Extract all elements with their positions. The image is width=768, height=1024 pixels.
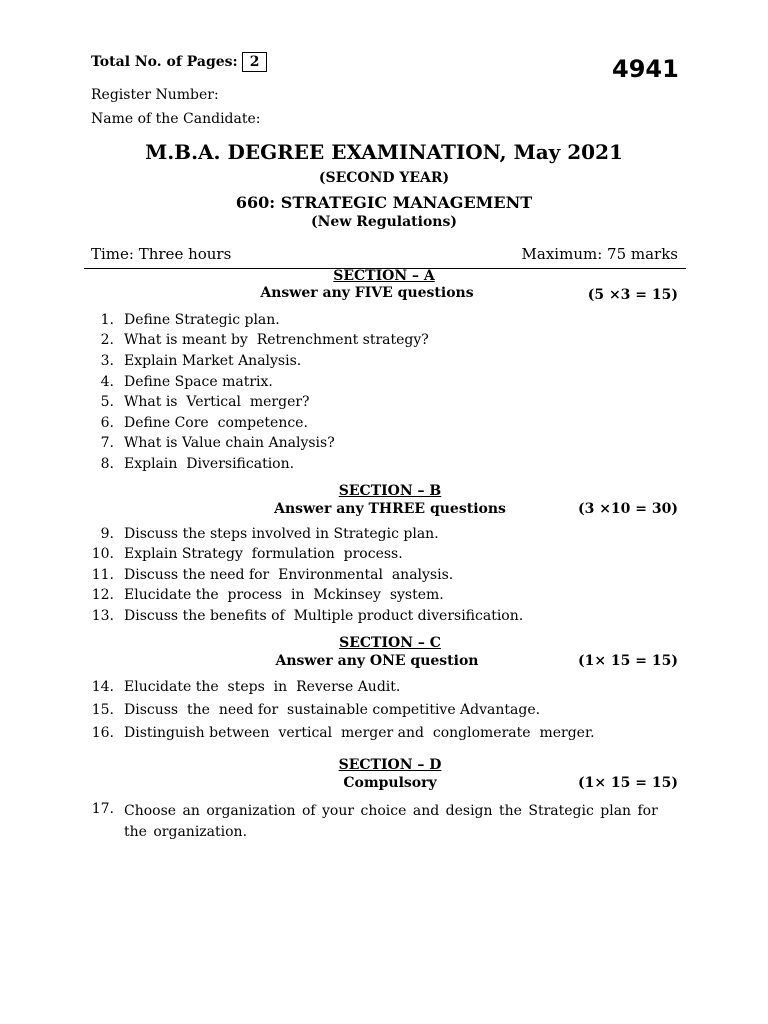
question-number: 7. <box>100 435 114 451</box>
section-instruction: Answer any ONE question <box>275 653 479 669</box>
exam-max-marks: Maximum: 75 marks <box>521 245 678 263</box>
question-text: Explain Diversification. <box>124 456 295 472</box>
question-text: Discuss the need for Environmental analysis. <box>124 567 454 583</box>
section-instruction: Answer any FIVE questions <box>260 285 474 301</box>
section-instruction: Compulsory <box>343 775 437 791</box>
question-number: 9. <box>100 526 114 542</box>
section-instruction: Answer any THREE questions <box>274 501 506 517</box>
question-text: Choose an organization of your choice and design the Strategic plan for the organization. <box>124 803 658 840</box>
question-number: 2. <box>100 332 114 348</box>
question-number: 11. <box>91 567 114 583</box>
exam-title: M.B.A. DEGREE EXAMINATION, May 2021 <box>145 140 623 164</box>
exam-year: (SECOND YEAR) <box>318 170 450 186</box>
question-text: What is Vertical merger? <box>124 394 310 410</box>
question-number: 13. <box>91 608 114 624</box>
question-number: 16. <box>91 725 114 741</box>
candidate-name-label: Name of the Candidate: <box>91 111 261 127</box>
question-text: Discuss the steps involved in Strategic plan. <box>124 526 439 542</box>
question-text: Distinguish between vertical merger and conglomerate merger. <box>124 725 595 741</box>
question-text: Explain Strategy formulation process. <box>124 546 403 562</box>
exam-time: Time: Three hours <box>91 245 232 263</box>
total-pages-text: Total No. of Pages: <box>91 54 238 70</box>
question-text: Define Core competence. <box>124 415 308 431</box>
question-number: 8. <box>100 456 114 472</box>
question-number: 5. <box>100 394 114 410</box>
question-text: Elucidate the steps in Reverse Audit. <box>124 679 401 695</box>
question-text: Define Space matrix. <box>124 374 273 390</box>
question-number: 10. <box>91 546 114 562</box>
total-pages-box: 2 <box>242 52 268 72</box>
question-text: What is meant by Retrenchment strategy? <box>124 332 429 348</box>
question-number: 14. <box>91 679 114 695</box>
section-marks: (1× 15 = 15) <box>577 653 678 669</box>
exam-subject: 660: STRATEGIC MANAGEMENT <box>235 193 533 212</box>
question-number: 3. <box>100 353 114 369</box>
section-marks: (3 ×10 = 30) <box>577 501 678 517</box>
register-number-label: Register Number: <box>91 87 219 103</box>
question-number: 17. <box>91 801 114 817</box>
question-text: Discuss the benefits of Multiple product diversification. <box>124 608 524 624</box>
question-number: 12. <box>91 587 114 603</box>
question-number: 1. <box>100 312 114 328</box>
section-title: SECTION – C <box>339 635 441 651</box>
question-text: Define Strategic plan. <box>124 312 280 328</box>
question-number: 4. <box>100 374 114 390</box>
question-text: What is Value chain Analysis? <box>124 435 335 451</box>
section-title: SECTION – B <box>338 483 442 499</box>
section-marks: (5 ×3 = 15) <box>587 287 678 303</box>
section-marks: (1× 15 = 15) <box>577 775 678 791</box>
exam-regulations: (New Regulations) <box>311 214 457 230</box>
section-title: SECTION – A <box>333 268 435 284</box>
question-text: Elucidate the process in Mckinsey system. <box>124 587 444 603</box>
paper-code: 4941 <box>612 55 679 83</box>
question-text: Explain Market Analysis. <box>124 353 302 369</box>
total-pages-label <box>91 52 267 72</box>
question-number: 6. <box>100 415 114 431</box>
section-title: SECTION – D <box>338 757 442 773</box>
question-text: Discuss the need for sustainable competitive Advantage. <box>124 702 541 718</box>
question-number: 15. <box>91 702 114 718</box>
